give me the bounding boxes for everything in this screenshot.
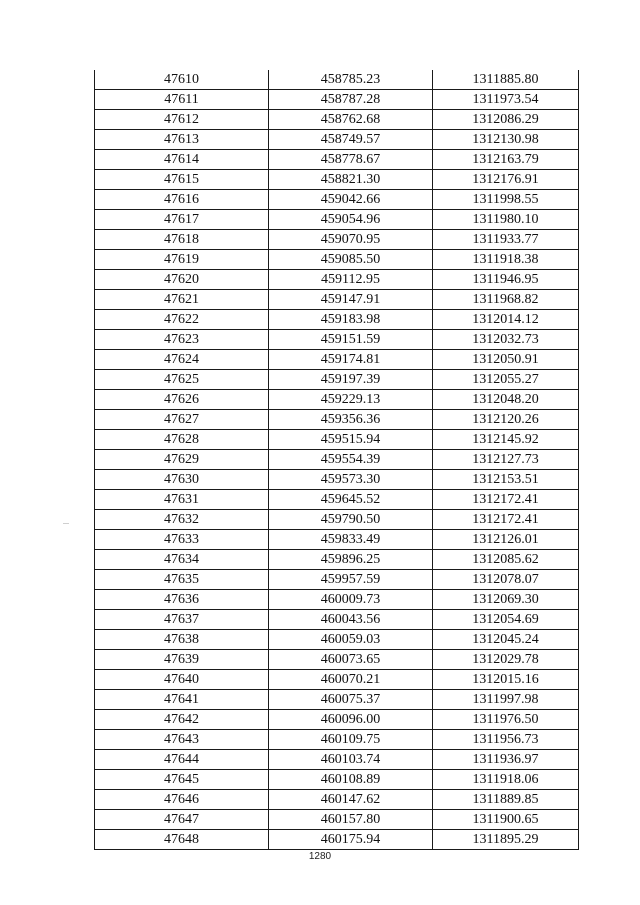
y-coordinate-cell: 1311980.10 <box>433 210 579 230</box>
coordinates-table <box>94 70 579 850</box>
y-coordinate-cell: 1311889.85 <box>433 790 579 810</box>
point-id-cell: 47647 <box>95 810 269 830</box>
table-row <box>95 610 579 630</box>
point-id-cell: 47618 <box>95 230 269 250</box>
y-coordinate-cell: 1311946.95 <box>433 270 579 290</box>
table-row <box>95 270 579 290</box>
x-coordinate-cell: 459070.95 <box>269 230 433 250</box>
point-id-cell: 47646 <box>95 790 269 810</box>
table-row <box>95 170 579 190</box>
y-coordinate-cell: 1311998.55 <box>433 190 579 210</box>
table-row <box>95 290 579 310</box>
x-coordinate-cell: 458787.28 <box>269 90 433 110</box>
y-coordinate-cell: 1311973.54 <box>433 90 579 110</box>
y-coordinate-cell: 1312029.78 <box>433 650 579 670</box>
point-id-cell: 47642 <box>95 710 269 730</box>
point-id-cell: 47614 <box>95 150 269 170</box>
y-coordinate-cell: 1311900.65 <box>433 810 579 830</box>
y-coordinate-cell: 1312086.29 <box>433 110 579 130</box>
y-coordinate-cell: 1311997.98 <box>433 690 579 710</box>
y-coordinate-cell: 1312050.91 <box>433 350 579 370</box>
table-row <box>95 370 579 390</box>
x-coordinate-cell: 460109.75 <box>269 730 433 750</box>
table-row <box>95 770 579 790</box>
point-id-cell: 47631 <box>95 490 269 510</box>
y-coordinate-cell: 1312172.41 <box>433 490 579 510</box>
point-id-cell: 47616 <box>95 190 269 210</box>
y-coordinate-cell: 1311936.97 <box>433 750 579 770</box>
x-coordinate-cell: 459054.96 <box>269 210 433 230</box>
point-id-cell: 47611 <box>95 90 269 110</box>
x-coordinate-cell: 459085.50 <box>269 250 433 270</box>
x-coordinate-cell: 459042.66 <box>269 190 433 210</box>
y-coordinate-cell: 1312014.12 <box>433 310 579 330</box>
table-row <box>95 750 579 770</box>
y-coordinate-cell: 1312127.73 <box>433 450 579 470</box>
y-coordinate-cell: 1312085.62 <box>433 550 579 570</box>
x-coordinate-cell: 458821.30 <box>269 170 433 190</box>
table-row <box>95 510 579 530</box>
table-row <box>95 690 579 710</box>
y-coordinate-cell: 1312176.91 <box>433 170 579 190</box>
point-id-cell: 47634 <box>95 550 269 570</box>
point-id-cell: 47645 <box>95 770 269 790</box>
table-row <box>95 710 579 730</box>
y-coordinate-cell: 1312120.26 <box>433 410 579 430</box>
x-coordinate-cell: 460147.62 <box>269 790 433 810</box>
point-id-cell: 47648 <box>95 830 269 850</box>
point-id-cell: 47644 <box>95 750 269 770</box>
table-row <box>95 210 579 230</box>
x-coordinate-cell: 459112.95 <box>269 270 433 290</box>
point-id-cell: 47625 <box>95 370 269 390</box>
x-coordinate-cell: 459645.52 <box>269 490 433 510</box>
y-coordinate-cell: 1312145.92 <box>433 430 579 450</box>
point-id-cell: 47643 <box>95 730 269 750</box>
margin-mark <box>63 523 69 524</box>
table-row <box>95 830 579 850</box>
x-coordinate-cell: 459183.98 <box>269 310 433 330</box>
y-coordinate-cell: 1312126.01 <box>433 530 579 550</box>
x-coordinate-cell: 460075.37 <box>269 690 433 710</box>
x-coordinate-cell: 459151.59 <box>269 330 433 350</box>
point-id-cell: 47612 <box>95 110 269 130</box>
x-coordinate-cell: 459957.59 <box>269 570 433 590</box>
y-coordinate-cell: 1312069.30 <box>433 590 579 610</box>
x-coordinate-cell: 459174.81 <box>269 350 433 370</box>
x-coordinate-cell: 460175.94 <box>269 830 433 850</box>
y-coordinate-cell: 1312032.73 <box>433 330 579 350</box>
point-id-cell: 47641 <box>95 690 269 710</box>
x-coordinate-cell: 458778.67 <box>269 150 433 170</box>
table-row <box>95 550 579 570</box>
y-coordinate-cell: 1311918.38 <box>433 250 579 270</box>
table-row <box>95 730 579 750</box>
x-coordinate-cell: 458749.57 <box>269 130 433 150</box>
table-row <box>95 670 579 690</box>
table-row <box>95 110 579 130</box>
point-id-cell: 47624 <box>95 350 269 370</box>
point-id-cell: 47615 <box>95 170 269 190</box>
x-coordinate-cell: 459573.30 <box>269 470 433 490</box>
point-id-cell: 47628 <box>95 430 269 450</box>
table-row <box>95 70 579 90</box>
y-coordinate-cell: 1312153.51 <box>433 470 579 490</box>
point-id-cell: 47639 <box>95 650 269 670</box>
x-coordinate-cell: 460108.89 <box>269 770 433 790</box>
point-id-cell: 47617 <box>95 210 269 230</box>
x-coordinate-cell: 460157.80 <box>269 810 433 830</box>
table-row <box>95 350 579 370</box>
point-id-cell: 47623 <box>95 330 269 350</box>
x-coordinate-cell: 460043.56 <box>269 610 433 630</box>
table-row <box>95 590 579 610</box>
table-row <box>95 410 579 430</box>
x-coordinate-cell: 458785.23 <box>269 70 433 90</box>
y-coordinate-cell: 1311918.06 <box>433 770 579 790</box>
point-id-cell: 47630 <box>95 470 269 490</box>
y-coordinate-cell: 1312130.98 <box>433 130 579 150</box>
x-coordinate-cell: 459790.50 <box>269 510 433 530</box>
point-id-cell: 47610 <box>95 70 269 90</box>
table-row <box>95 450 579 470</box>
table-row <box>95 650 579 670</box>
page-number: 1280 <box>308 851 332 862</box>
x-coordinate-cell: 459515.94 <box>269 430 433 450</box>
table-row <box>95 250 579 270</box>
x-coordinate-cell: 459833.49 <box>269 530 433 550</box>
x-coordinate-cell: 460096.00 <box>269 710 433 730</box>
x-coordinate-cell: 459229.13 <box>269 390 433 410</box>
y-coordinate-cell: 1312172.41 <box>433 510 579 530</box>
y-coordinate-cell: 1312078.07 <box>433 570 579 590</box>
x-coordinate-cell: 458762.68 <box>269 110 433 130</box>
x-coordinate-cell: 460103.74 <box>269 750 433 770</box>
point-id-cell: 47640 <box>95 670 269 690</box>
point-id-cell: 47633 <box>95 530 269 550</box>
table-row <box>95 790 579 810</box>
x-coordinate-cell: 460073.65 <box>269 650 433 670</box>
point-id-cell: 47613 <box>95 130 269 150</box>
point-id-cell: 47622 <box>95 310 269 330</box>
y-coordinate-cell: 1312163.79 <box>433 150 579 170</box>
table-row <box>95 230 579 250</box>
point-id-cell: 47636 <box>95 590 269 610</box>
table-row <box>95 190 579 210</box>
x-coordinate-cell: 460059.03 <box>269 630 433 650</box>
table-row <box>95 130 579 150</box>
table-row <box>95 530 579 550</box>
table-row <box>95 630 579 650</box>
table-row <box>95 90 579 110</box>
y-coordinate-cell: 1312048.20 <box>433 390 579 410</box>
y-coordinate-cell: 1312015.16 <box>433 670 579 690</box>
x-coordinate-cell: 459356.36 <box>269 410 433 430</box>
point-id-cell: 47638 <box>95 630 269 650</box>
x-coordinate-cell: 459147.91 <box>269 290 433 310</box>
point-id-cell: 47627 <box>95 410 269 430</box>
y-coordinate-cell: 1312045.24 <box>433 630 579 650</box>
y-coordinate-cell: 1311976.50 <box>433 710 579 730</box>
point-id-cell: 47626 <box>95 390 269 410</box>
y-coordinate-cell: 1312055.27 <box>433 370 579 390</box>
point-id-cell: 47621 <box>95 290 269 310</box>
table-row <box>95 430 579 450</box>
y-coordinate-cell: 1311885.80 <box>433 70 579 90</box>
table-row <box>95 570 579 590</box>
table-row <box>95 390 579 410</box>
y-coordinate-cell: 1311895.29 <box>433 830 579 850</box>
table-row <box>95 330 579 350</box>
y-coordinate-cell: 1311933.77 <box>433 230 579 250</box>
table-row <box>95 470 579 490</box>
table-row <box>95 150 579 170</box>
x-coordinate-cell: 460009.73 <box>269 590 433 610</box>
table-row <box>95 310 579 330</box>
x-coordinate-cell: 459554.39 <box>269 450 433 470</box>
y-coordinate-cell: 1311968.82 <box>433 290 579 310</box>
table-row <box>95 490 579 510</box>
point-id-cell: 47619 <box>95 250 269 270</box>
y-coordinate-cell: 1312054.69 <box>433 610 579 630</box>
point-id-cell: 47635 <box>95 570 269 590</box>
point-id-cell: 47620 <box>95 270 269 290</box>
x-coordinate-cell: 459197.39 <box>269 370 433 390</box>
x-coordinate-cell: 459896.25 <box>269 550 433 570</box>
table-row <box>95 810 579 830</box>
coordinates-table-body <box>95 70 579 850</box>
point-id-cell: 47629 <box>95 450 269 470</box>
point-id-cell: 47632 <box>95 510 269 530</box>
point-id-cell: 47637 <box>95 610 269 630</box>
y-coordinate-cell: 1311956.73 <box>433 730 579 750</box>
x-coordinate-cell: 460070.21 <box>269 670 433 690</box>
